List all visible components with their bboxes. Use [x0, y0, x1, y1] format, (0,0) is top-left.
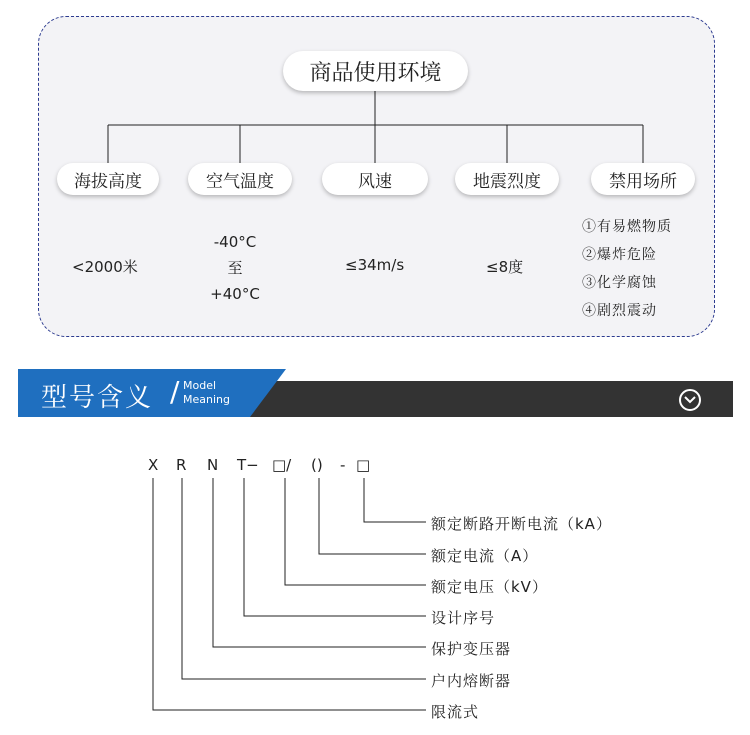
model-code-x: X — [148, 456, 159, 474]
model-code-dash: - — [340, 456, 346, 474]
altitude-value: <2000米 — [72, 258, 138, 276]
label-current-limiting: 限流式 — [431, 703, 480, 721]
temperature-min: -40°C — [213, 233, 257, 251]
category-wind-speed: 风速 — [322, 163, 428, 195]
section-title-slash: / — [170, 375, 180, 408]
model-code-voltage-box: □/ — [272, 456, 292, 474]
temperature-to: 至 — [227, 259, 243, 277]
section-title-english-line2: Meaning — [183, 393, 230, 406]
section-title: 型号含义 — [41, 383, 154, 413]
section-title-english-line1: Model — [183, 379, 217, 392]
environment-title: 商品使用环境 — [283, 51, 468, 91]
seismic-value: ≤8度 — [486, 258, 524, 276]
model-code-n: N — [207, 456, 219, 474]
category-altitude: 海拔高度 — [57, 163, 159, 195]
prohibited-item: ②爆炸危险 — [582, 247, 657, 263]
category-seismic-intensity: 地震烈度 — [455, 163, 559, 195]
label-rated-current: 额定电流（A） — [431, 547, 539, 565]
temperature-max: +40°C — [210, 285, 260, 303]
prohibited-item: ③化学腐蚀 — [582, 275, 657, 291]
label-transformer-protection: 保护变压器 — [431, 640, 512, 658]
wind-speed-value: ≤34m/s — [345, 256, 405, 274]
model-code-current-paren: () — [311, 456, 323, 474]
label-design-serial: 设计序号 — [431, 609, 496, 627]
label-rated-breaking-current: 额定断路开断电流（kA） — [431, 515, 612, 533]
prohibited-item: ①有易燃物质 — [582, 219, 672, 235]
model-code-t: T− — [237, 456, 259, 474]
prohibited-item: ④剧烈震动 — [582, 303, 657, 319]
category-air-temperature: 空气温度 — [188, 163, 292, 195]
label-indoor-fuse: 户内熔断器 — [431, 672, 512, 690]
label-rated-voltage: 额定电压（kV） — [431, 578, 548, 596]
model-code-breaking-box: □ — [356, 456, 371, 474]
category-prohibited-places: 禁用场所 — [591, 163, 695, 195]
model-code-r: R — [176, 456, 187, 474]
